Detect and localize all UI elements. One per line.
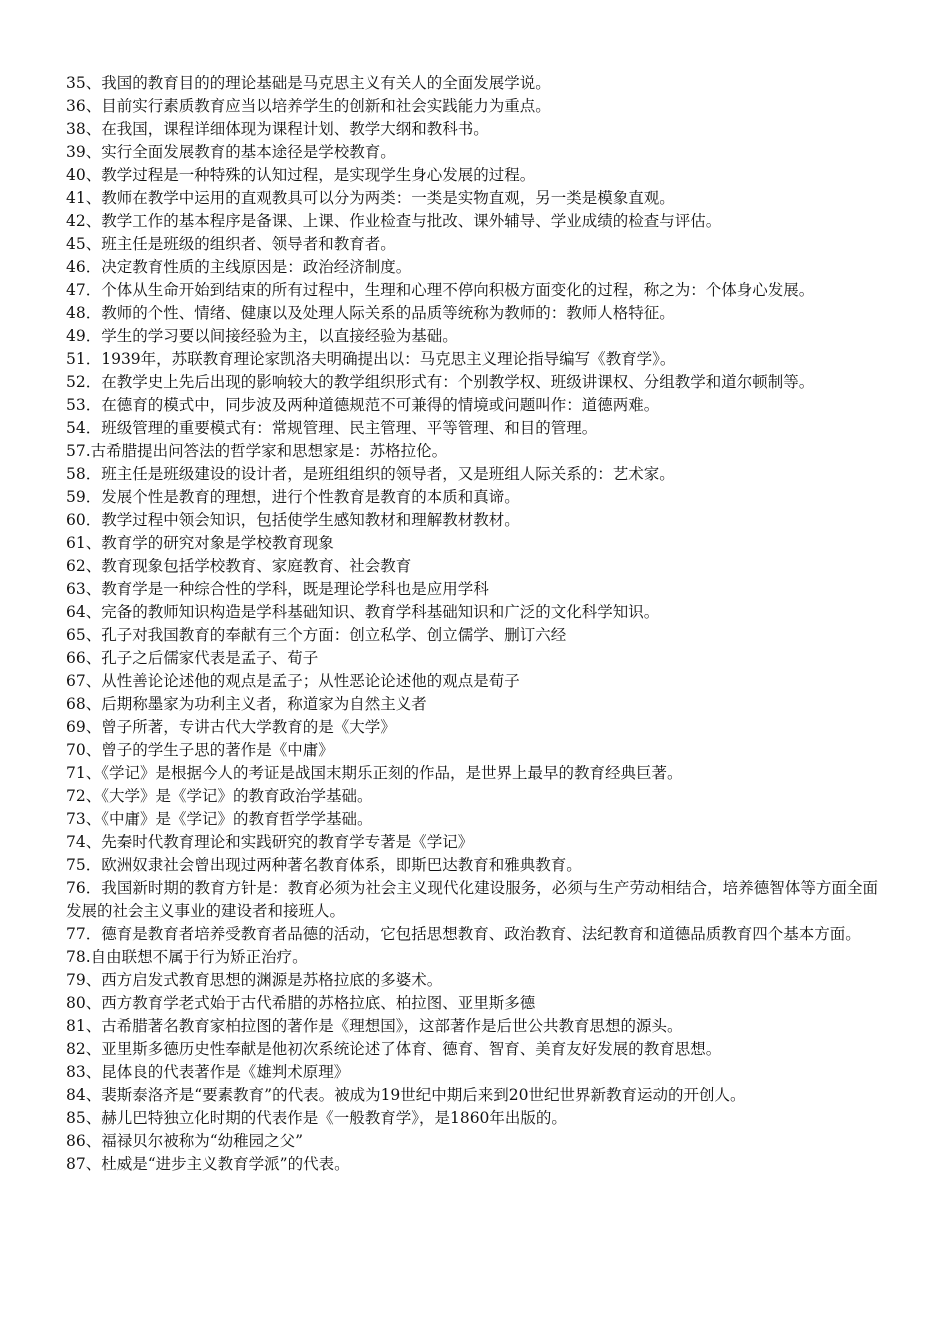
list-item: 85、赫儿巴特独立化时期的代表作是《一般教育学》，是1860年出版的。 xyxy=(66,1109,567,1127)
list-item: 76．我国新时期的教育方针是：教育必须为社会主义现代化建设服务，必须与生产劳动相结合，培养德智体等方面全面发展的社会主义事业的建设者和接班人。 xyxy=(66,879,878,920)
list-item: 70、曾子的学生子思的著作是《中庸》 xyxy=(66,741,334,759)
list-item: 78.自由联想不属于行为矫正治疗。 xyxy=(66,948,308,966)
list-item: 81、古希腊著名教育家柏拉图的著作是《理想国》，这部著作是后世公共教育思想的源头。 xyxy=(66,1017,683,1035)
list-item: 75．欧洲奴隶社会曾出现过两种著名教育体系，即斯巴达教育和雅典教育。 xyxy=(66,856,582,874)
list-item: 54．班级管理的重要模式有：常规管理、民主管理、平等管理、和目的管理。 xyxy=(66,419,598,437)
list-item: 36、目前实行素质教育应当以培养学生的创新和社会实践能力为重点。 xyxy=(66,97,551,115)
list-item: 77．德育是教育者培养受教育者品德的活动，它包括思想教育、政治教育、法纪教育和道德品质教育四个基本方面。 xyxy=(66,925,861,943)
list-item: 57.古希腊提出问答法的哲学家和思想家是：苏格拉伦。 xyxy=(66,442,448,460)
document-page xyxy=(66,72,878,1176)
list-item: 49．学生的学习要以间接经验为主，以直接经验为基础。 xyxy=(66,327,458,345)
list-item: 60．教学过程中领会知识，包括使学生感知教材和理解教材教材。 xyxy=(66,511,520,529)
list-item: 46．决定教育性质的主线原因是：政治经济制度。 xyxy=(66,258,412,276)
list-item: 41、教师在教学中运用的直观教具可以分为两类：一类是实物直观，另一类是模象直观。 xyxy=(66,189,675,207)
list-item: 71、《学记》是根据今人的考证是战国末期乐正刻的作品，是世界上最早的教育经典巨著。 xyxy=(66,764,683,782)
list-item: 35、我国的教育目的的理论基础是马克思主义有关人的全面发展学说。 xyxy=(66,74,551,92)
list-item: 79、西方启发式教育思想的渊源是苏格拉底的多婆术。 xyxy=(66,971,443,989)
list-item: 84、裴斯泰洛齐是“要素教育”的代表。被成为19世纪中期后来到20世纪世界新教育运动的开创人。 xyxy=(66,1086,746,1104)
list-item: 65、孔子对我国教育的奉献有三个方面：创立私学、创立儒学、删订六经 xyxy=(66,626,567,644)
list-item: 59．发展个性是教育的理想，进行个性教育是教育的本质和真谛。 xyxy=(66,488,520,506)
list-item: 74、先秦时代教育理论和实践研究的教育学专著是《学记》 xyxy=(66,833,474,851)
list-item: 62、教育现象包括学校教育、家庭教育、社会教育 xyxy=(66,557,412,575)
list-item: 48．教师的个性、情绪、健康以及处理人际关系的品质等统称为教师的：教师人格特征。 xyxy=(66,304,675,322)
list-item: 40、教学过程是一种特殊的认知过程，是实现学生身心发展的过程。 xyxy=(66,166,536,184)
list-item: 73、《中庸》是《学记》的教育哲学学基础。 xyxy=(66,810,373,828)
list-item: 68、后期称墨家为功利主义者，称道家为自然主义者 xyxy=(66,695,427,713)
list-item: 51．1939年，苏联教育理论家凯洛夫明确提出以：马克思主义理论指导编写《教育学》。 xyxy=(66,350,676,368)
list-item: 72、《大学》是《学记》的教育政治学基础。 xyxy=(66,787,373,805)
list-item: 53．在德育的模式中，同步波及两种道德规范不可兼得的情境或问题叫作：道德两难。 xyxy=(66,396,660,414)
list-item: 38、在我国，课程详细体现为课程计划、教学大纲和教科书。 xyxy=(66,120,489,138)
list-item: 86、福禄贝尔被称为“幼稚园之父” xyxy=(66,1132,304,1150)
list-item: 82、亚里斯多德历史性奉献是他初次系统论述了体育、德育、智育、美育友好发展的教育思想。 xyxy=(66,1040,722,1058)
list-item: 42、教学工作的基本程序是备课、上课、作业检查与批改、课外辅导、学业成绩的检查与评估。 xyxy=(66,212,722,230)
list-item: 80、西方教育学老式始于古代希腊的苏格拉底、柏拉图、亚里斯多德 xyxy=(66,994,536,1012)
list-item: 47．个体从生命开始到结束的所有过程中，生理和心理不停向积极方面变化的过程，称之为：个体身心发展。 xyxy=(66,281,815,299)
list-item: 87、杜威是“进步主义教育学派”的代表。 xyxy=(66,1155,350,1173)
list-item: 64、完备的教师知识构造是学科基础知识、教育学科基础知识和广泛的文化科学知识。 xyxy=(66,603,660,621)
list-item: 45、班主任是班级的组织者、领导者和教育者。 xyxy=(66,235,396,253)
list-item: 69、曾子所著，专讲古代大学教育的是《大学》 xyxy=(66,718,396,736)
list-item: 63、教育学是一种综合性的学科，既是理论学科也是应用学科 xyxy=(66,580,489,598)
list-item: 67、从性善论论述他的观点是孟子；从性恶论论述他的观点是荀子 xyxy=(66,672,520,690)
list-item: 66、孔子之后儒家代表是孟子、荀子 xyxy=(66,649,319,667)
list-item: 61、教育学的研究对象是学校教育现象 xyxy=(66,534,334,552)
list-item: 52．在教学史上先后出现的影响较大的教学组织形式有：个别教学权、班级讲课权、分组教学和道尔顿制等。 xyxy=(66,373,815,391)
list-item: 39、实行全面发展教育的基本途径是学校教育。 xyxy=(66,143,396,161)
list-item: 58．班主任是班级建设的设计者，是班组组织的领导者，又是班组人际关系的：艺术家。 xyxy=(66,465,675,483)
list-item: 83、昆体良的代表著作是《雄判术原理》 xyxy=(66,1063,350,1081)
